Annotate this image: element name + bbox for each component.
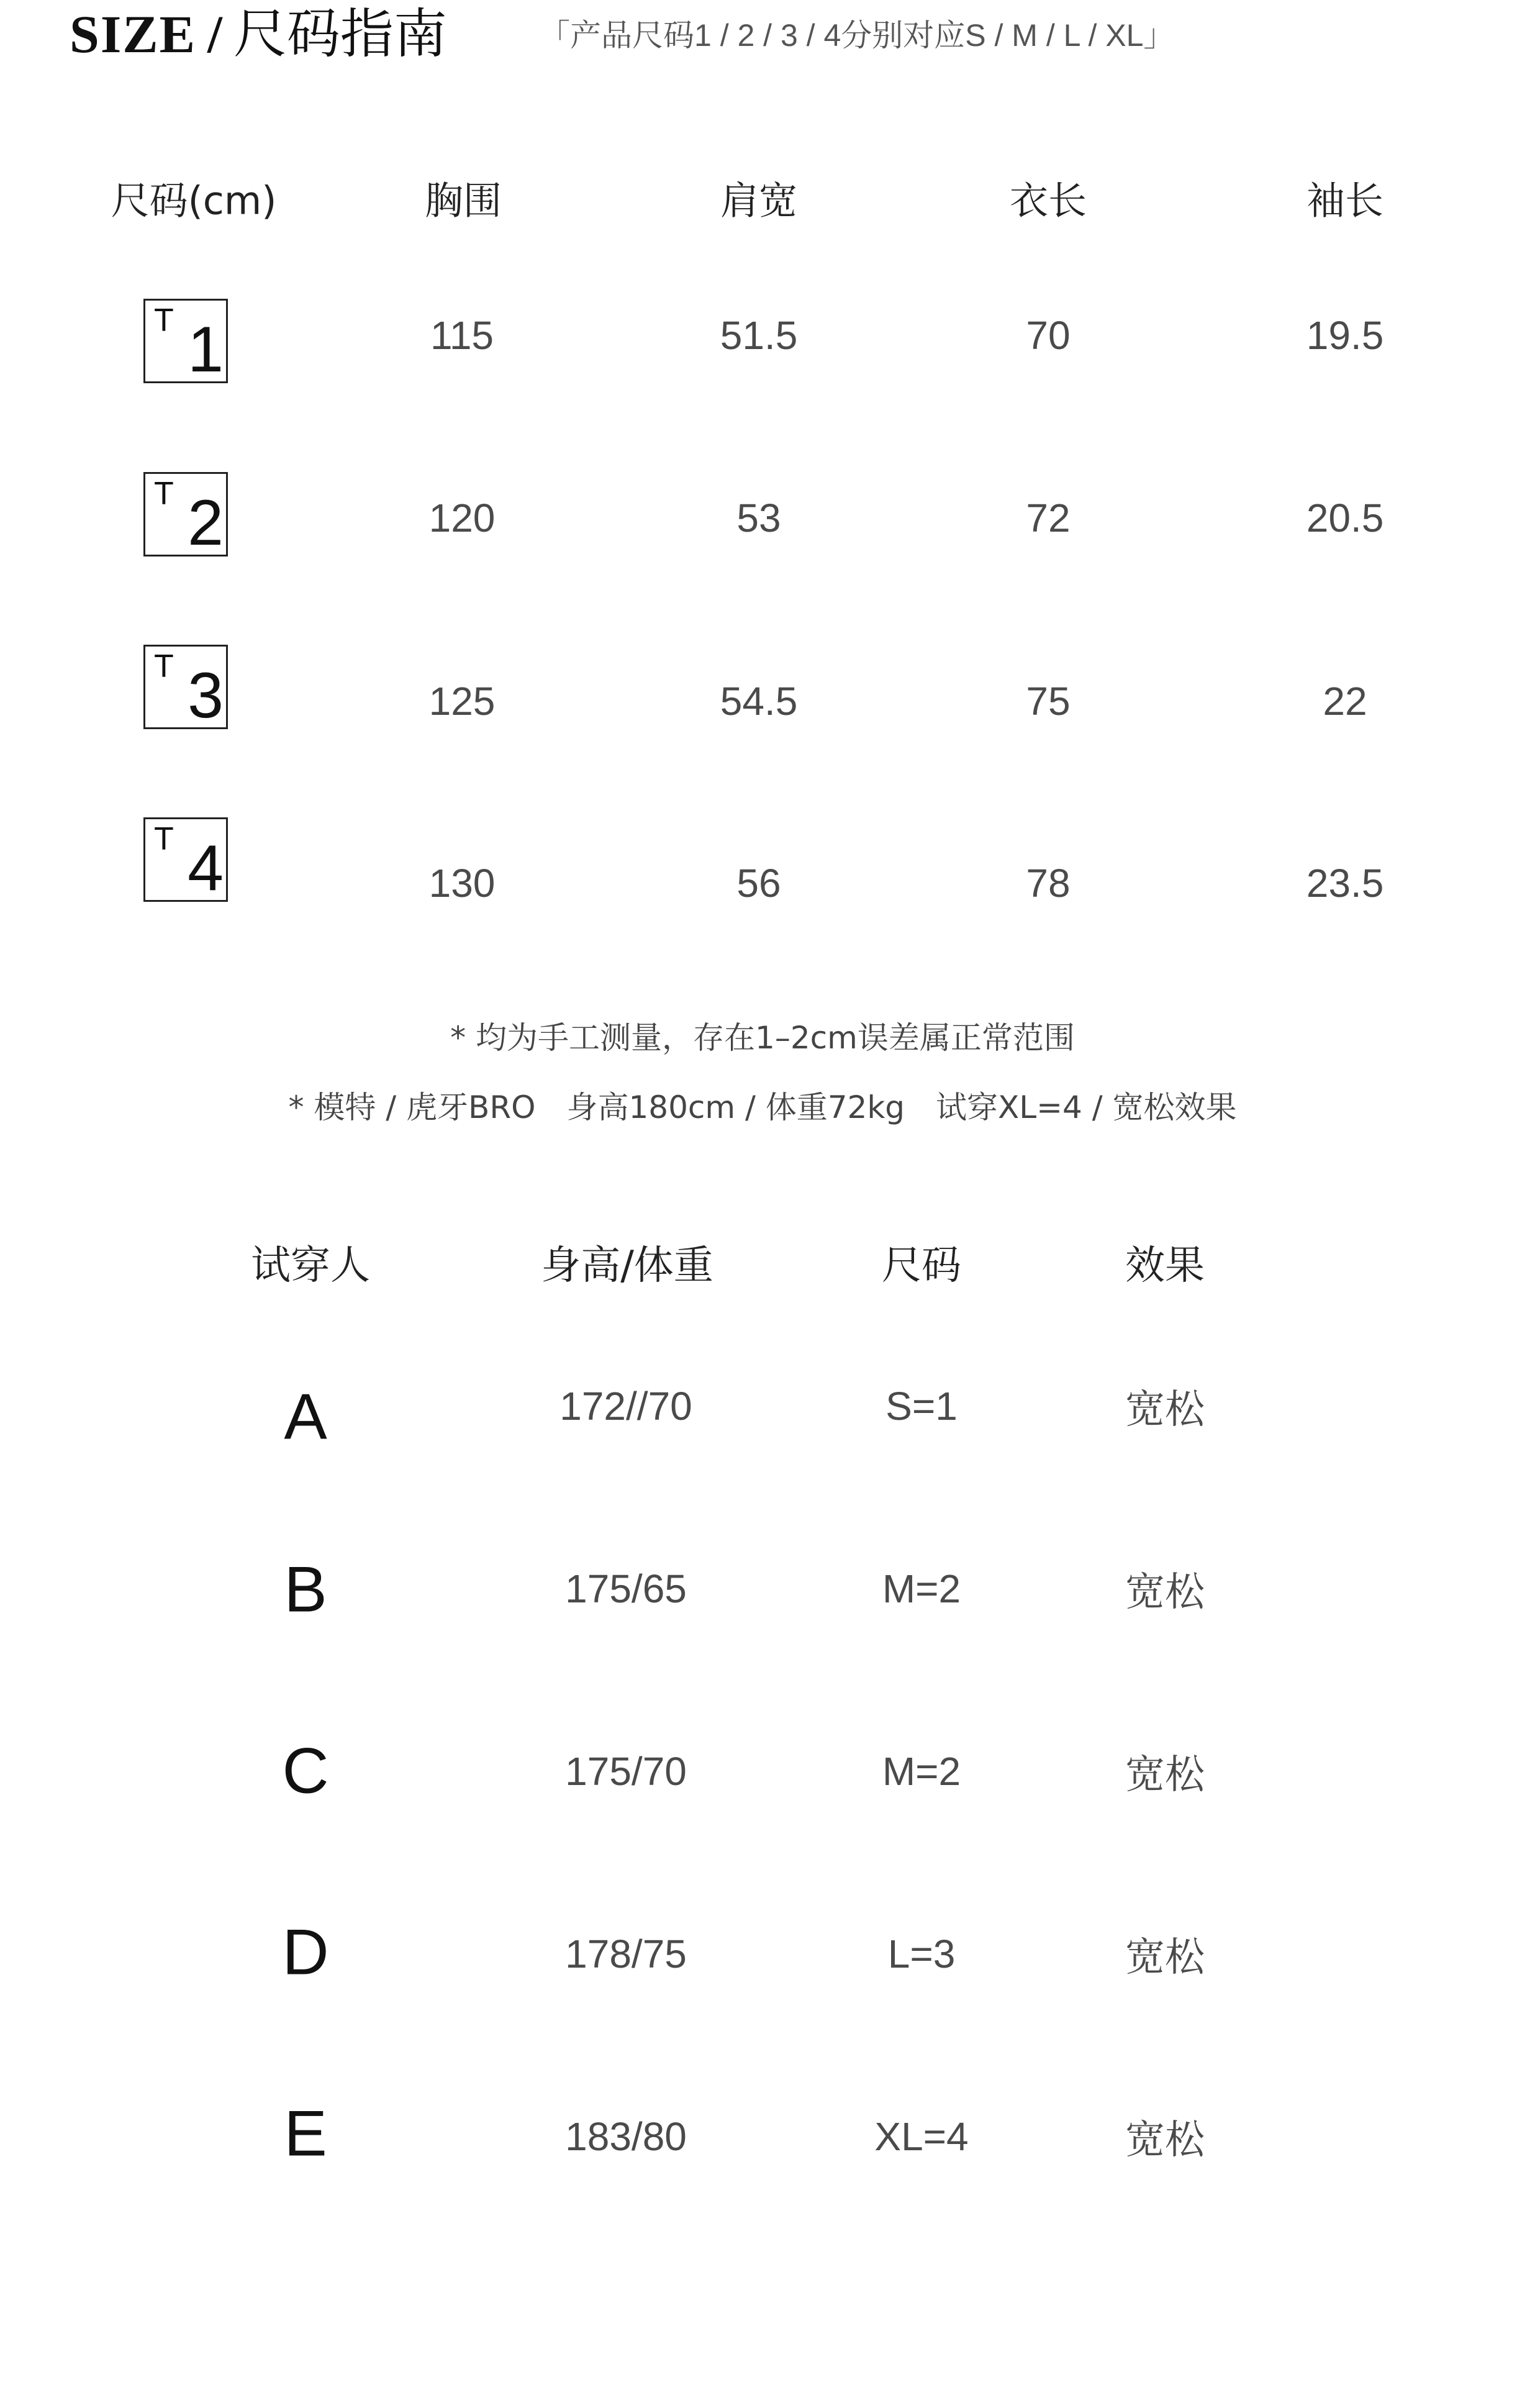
size-mapping-subtitle: 「产品尺码1 / 2 / 3 / 4分别对应S / M / L / XL」 bbox=[539, 18, 1175, 53]
fit-row-height-weight: 178/75 bbox=[565, 1932, 687, 1976]
size-badge-number: 3 bbox=[188, 660, 224, 732]
fit-row-effect: 宽松 bbox=[1125, 1387, 1205, 1433]
fit-row-height-weight: 183/80 bbox=[565, 2114, 687, 2159]
fit-table-header-person: 试穿人 bbox=[251, 1243, 370, 1289]
fit-row-person: B bbox=[284, 1553, 327, 1626]
size-row-shoulder: 53 bbox=[736, 496, 781, 540]
size-table-header-size: 尺码(cm) bbox=[111, 178, 277, 224]
size-row-length: 78 bbox=[1026, 861, 1071, 906]
size-badge-prefix: T bbox=[154, 476, 174, 512]
fit-row-size: L=3 bbox=[887, 1932, 956, 1976]
fit-row-effect: 宽松 bbox=[1125, 1752, 1205, 1798]
size-row-length: 70 bbox=[1026, 313, 1071, 358]
size-row-chest: 125 bbox=[428, 679, 496, 724]
fit-table-header-effect: 效果 bbox=[1125, 1243, 1205, 1289]
title-cn: 尺码指南 bbox=[233, 3, 447, 65]
size-row-sleeve: 23.5 bbox=[1306, 861, 1384, 906]
fit-row-size: M=2 bbox=[882, 1566, 961, 1611]
size-badge-prefix: T bbox=[154, 821, 174, 857]
fit-row-person: E bbox=[284, 2097, 327, 2170]
size-badge bbox=[143, 299, 228, 386]
fit-row-person: C bbox=[282, 1735, 329, 1807]
size-table-header-chest: 胸围 bbox=[424, 178, 502, 224]
fit-row-height-weight: 175/65 bbox=[565, 1566, 687, 1611]
size-badge bbox=[143, 645, 228, 732]
size-row-length: 72 bbox=[1026, 496, 1071, 540]
page-title bbox=[70, 0, 447, 68]
fit-row-effect: 宽松 bbox=[1125, 1570, 1205, 1615]
size-row-shoulder: 56 bbox=[736, 861, 781, 906]
fit-table-header-height-weight: 身高/体重 bbox=[541, 1243, 713, 1289]
fit-row-height-weight: 175/70 bbox=[565, 1749, 687, 1794]
size-table-header-length: 衣长 bbox=[1009, 178, 1087, 224]
size-row-sleeve: 22 bbox=[1323, 679, 1367, 724]
size-badge-number: 2 bbox=[188, 487, 224, 559]
fit-row-size: M=2 bbox=[882, 1749, 961, 1794]
size-badge bbox=[143, 472, 228, 559]
model-note: * 模特 / 虎牙BRO 身高180cm / 体重72kg 试穿XL=4 / 宽松效果 bbox=[288, 1089, 1237, 1125]
fit-row-person: D bbox=[282, 1916, 329, 1989]
size-row-chest: 115 bbox=[430, 313, 494, 358]
measurement-note: * 均为手工测量，存在1–2cm误差属正常范围 bbox=[450, 1020, 1075, 1056]
size-row-shoulder: 51.5 bbox=[720, 313, 798, 358]
fit-row-effect: 宽松 bbox=[1125, 2117, 1205, 2163]
size-row-chest: 130 bbox=[428, 861, 496, 906]
size-table-header-shoulder: 肩宽 bbox=[720, 178, 798, 224]
size-row-sleeve: 19.5 bbox=[1306, 313, 1384, 358]
size-row-chest: 120 bbox=[428, 496, 496, 540]
fit-row-height-weight: 172//70 bbox=[559, 1384, 692, 1429]
size-badge-prefix: T bbox=[154, 302, 174, 338]
fit-row-size: XL=4 bbox=[874, 2114, 969, 2159]
fit-row-effect: 宽松 bbox=[1125, 1935, 1205, 1981]
size-badge bbox=[143, 817, 228, 902]
size-badge-number: 1 bbox=[188, 314, 224, 386]
title-en: SIZE bbox=[70, 4, 197, 64]
size-badge-prefix: T bbox=[154, 648, 174, 684]
fit-row-person: A bbox=[284, 1381, 327, 1453]
size-row-length: 75 bbox=[1026, 679, 1071, 724]
size-row-shoulder: 54.5 bbox=[720, 679, 798, 724]
size-badge-number: 4 bbox=[188, 832, 224, 904]
size-row-sleeve: 20.5 bbox=[1306, 496, 1384, 540]
fit-table-header-size: 尺码 bbox=[882, 1243, 961, 1289]
fit-row-size: S=1 bbox=[886, 1384, 958, 1429]
size-table-header-sleeve: 袖长 bbox=[1306, 178, 1384, 224]
title-slash: / bbox=[207, 4, 222, 64]
